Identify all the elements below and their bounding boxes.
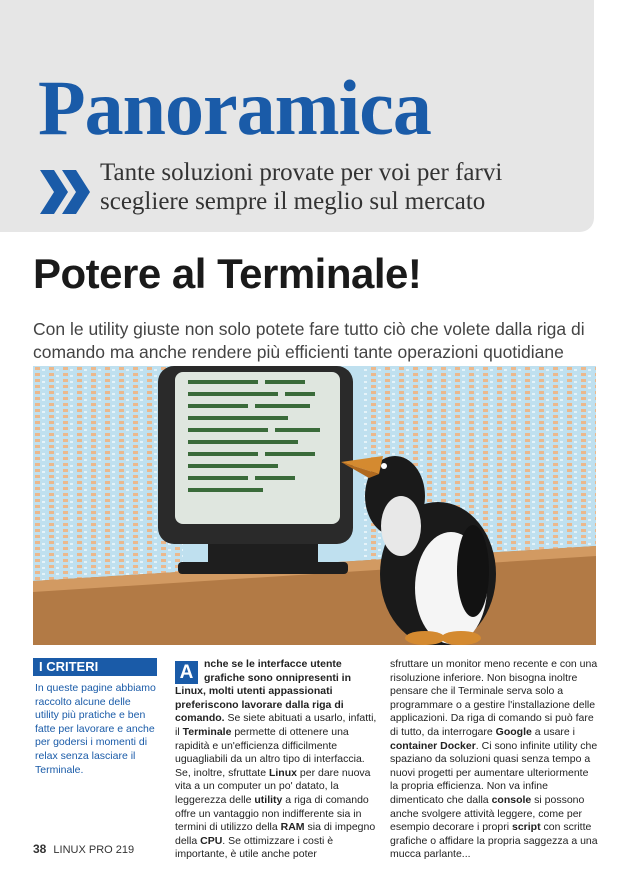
magazine-name: LINUX PRO 219 xyxy=(53,844,135,856)
page-footer xyxy=(33,842,134,857)
keyword: Terminale xyxy=(182,725,232,738)
article-lead: Con le utility giuste non solo potete fare tutto ciò che volete dalla riga di comando ma anche rendere più efficienti tante operazioni quotidiane xyxy=(33,319,585,362)
section-title: Panoramica xyxy=(38,64,431,151)
body-text xyxy=(175,658,380,862)
keyword: CPU xyxy=(200,834,223,847)
dropcap: A xyxy=(175,661,198,684)
lead-in: nche se le interfacce utente grafiche sono onnipresenti in Linux, molti utenti appassionati preferiscono lavorare dalla riga di comando. xyxy=(175,658,352,725)
keyword: RAM xyxy=(280,821,305,834)
body-text-run: con scritte grafiche o affidare la propria saggezza a una mucca parlante... xyxy=(390,821,598,861)
article-title: Potere al Terminale! xyxy=(33,250,422,297)
sidebar-title: I CRITERI xyxy=(33,658,157,676)
keyword: Linux xyxy=(268,766,297,779)
body-text-run: sia di impegno della xyxy=(175,821,376,847)
body-column-1 xyxy=(175,658,380,862)
body-text xyxy=(390,658,598,862)
keyword: script xyxy=(511,821,541,834)
sidebar-box xyxy=(33,658,157,777)
page-number: 38 xyxy=(33,842,47,856)
keyword: Google xyxy=(495,725,532,738)
sidebar-text: In queste pagine abbiamo raccolto alcune delle utility più pratiche e ben fatte per lavorare e anche per godersi i momenti di relax senza lasciare il Terminale. xyxy=(35,682,156,776)
body-text-run: a riga di comando offre un vantaggio non indifferente sia in termini di utilizzo della xyxy=(175,793,369,834)
body-text-run: a usare i xyxy=(531,725,576,738)
chevron-double-right-icon xyxy=(40,168,92,216)
body-column-2 xyxy=(390,658,598,862)
section-subtitle: Tante soluzioni provate per voi per farvi scegliere sempre il meglio sul mercato xyxy=(100,159,503,215)
body-text-run: permette di ottenere una rapidità e un'efficienza difficilmente uguagliabili da un altro tipo di interfaccia. Se, inoltre, sfruttate xyxy=(175,725,365,779)
body-text-run: Se siete abituati a usarlo, infatti, il xyxy=(175,712,377,738)
keyword: container Docker xyxy=(390,739,476,752)
body-text-run: si possono anche svolgere attività leggere, come per esempio decorare i propri xyxy=(390,793,585,834)
body-text-run: sfruttare un monitor meno recente e con una risoluzione inferiore. Non bisogna inoltre pensare che il Terminale serva solo a programmare o a gestire l'installazione delle applicazioni. Da riga di comando si può fare di tutto, da interrogare xyxy=(390,658,598,738)
body-text-run: . Se ottimizzare i costi è importante, è utile anche poter xyxy=(175,834,334,861)
body-text-run: . Ci sono infinite utility che spaziano da soluzioni quasi senza tempo a nuovi progetti per aumentare ulteriormente la propria efficienza. Non va infine dimenticato che dalla xyxy=(390,739,598,806)
keyword: utility xyxy=(254,793,283,806)
body-text-run: per dare nuova vita a un computer un po' datato, la leggerezza delle xyxy=(175,766,371,806)
hero-image-penguin-terminal xyxy=(33,366,596,645)
keyword: console xyxy=(491,793,532,806)
